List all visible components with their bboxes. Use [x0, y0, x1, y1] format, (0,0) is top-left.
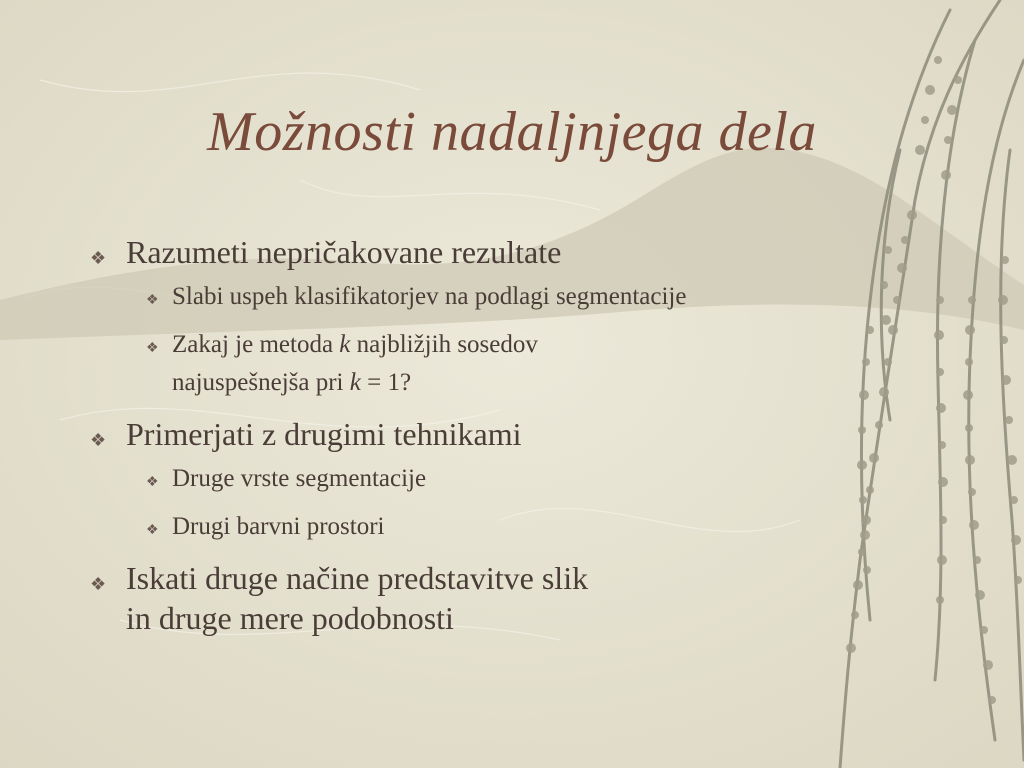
- diamond-bullet-icon: ❖: [90, 430, 107, 450]
- sub-bullet-text: Druge vrste segmentacije: [172, 465, 427, 492]
- bullet-list: [90, 232, 890, 650]
- diamond-bullet-icon: ❖: [146, 475, 159, 490]
- sub-bullet-list: [136, 460, 890, 546]
- sub-bullet-text-line-1: [172, 326, 890, 364]
- text-segment: najuspešnejša pri: [172, 369, 350, 396]
- text-segment: najbližjih sosedov: [350, 331, 538, 358]
- bullet-item-text: Razumeti nepričakovane rezultate: [126, 234, 562, 270]
- math-variable: k: [339, 331, 351, 358]
- text-segment: = 1?: [360, 369, 412, 396]
- bullet-item: [90, 558, 890, 638]
- sub-bullet-list: [136, 278, 890, 402]
- bullet-item-text-line-1: Iskati druge načine predstavitve slik: [126, 560, 589, 596]
- sub-bullet-item: [136, 278, 890, 316]
- diamond-bullet-icon: ❖: [146, 293, 159, 308]
- diamond-bullet-icon: ❖: [90, 574, 107, 594]
- sub-bullet-item: [136, 508, 890, 546]
- slide-title: Možnosti nadaljnjega dela: [207, 101, 817, 163]
- bullet-item: [90, 232, 890, 402]
- diamond-bullet-icon: ❖: [90, 248, 107, 268]
- bullet-item-text-line-2: in druge mere podobnosti: [126, 600, 454, 636]
- math-variable: k: [349, 369, 361, 396]
- sub-bullet-text: Drugi barvni prostori: [172, 513, 385, 540]
- sub-bullet-text-line-2: [172, 364, 890, 402]
- text-segment: Zakaj je metoda: [172, 331, 340, 358]
- bullet-item-text: Primerjati z drugimi tehnikami: [126, 416, 522, 452]
- sub-bullet-item: [136, 326, 890, 402]
- bullet-item: [90, 414, 890, 546]
- sub-bullet-text: Slabi uspeh klasifikatorjev na podlagi segmentacije: [172, 283, 687, 310]
- sub-bullet-item: [136, 460, 890, 498]
- diamond-bullet-icon: ❖: [146, 523, 159, 538]
- diamond-bullet-icon: ❖: [146, 341, 159, 356]
